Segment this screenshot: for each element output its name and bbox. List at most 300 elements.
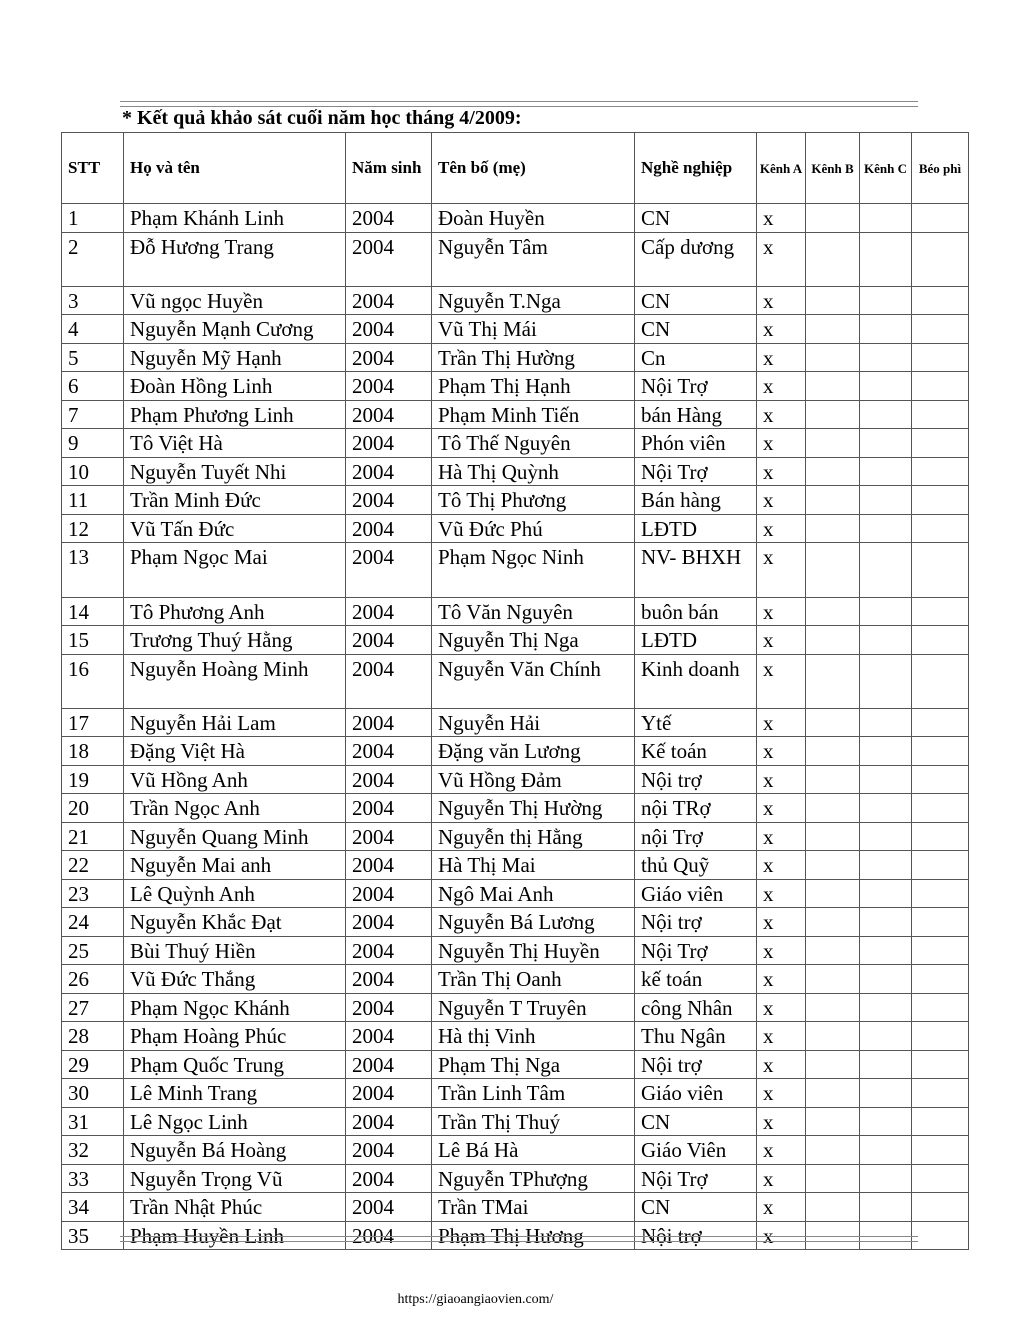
cell-kenh-b	[806, 543, 860, 597]
cell-parent: Nguyễn Văn Chính	[432, 654, 635, 708]
cell-kenh-b	[806, 794, 860, 823]
table-row	[62, 908, 969, 937]
cell-stt: 11	[62, 486, 124, 515]
cell-kenh-c	[860, 1107, 912, 1136]
cell-job: CN	[635, 1193, 757, 1222]
cell-job: Bán hàng	[635, 486, 757, 515]
cell-kenh-b	[806, 372, 860, 401]
cell-beo-phi	[912, 1107, 969, 1136]
cell-kenh-b	[806, 851, 860, 880]
cell-stt: 22	[62, 851, 124, 880]
cell-name: Vũ Đức Thắng	[124, 965, 346, 994]
cell-kenh-c	[860, 851, 912, 880]
cell-kenh-c	[860, 597, 912, 626]
table-row	[62, 765, 969, 794]
cell-kenh-a: x	[757, 232, 806, 286]
cell-parent: Phạm Minh Tiến	[432, 400, 635, 429]
table-row	[62, 936, 969, 965]
cell-kenh-a: x	[757, 343, 806, 372]
cell-name: Trần Ngọc Anh	[124, 794, 346, 823]
cell-kenh-a: x	[757, 965, 806, 994]
cell-name: Trương Thuý Hằng	[124, 626, 346, 655]
cell-kenh-b	[806, 286, 860, 315]
cell-kenh-b	[806, 400, 860, 429]
cell-kenh-b	[806, 936, 860, 965]
table-row	[62, 965, 969, 994]
cell-name: Đỗ Hương Trang	[124, 232, 346, 286]
cell-name: Phạm Quốc Trung	[124, 1050, 346, 1079]
cell-kenh-c	[860, 822, 912, 851]
cell-kenh-a: x	[757, 908, 806, 937]
cell-year: 2004	[346, 1221, 432, 1250]
cell-name: Nguyễn Khắc Đạt	[124, 908, 346, 937]
cell-beo-phi	[912, 626, 969, 655]
table-row	[62, 204, 969, 233]
cell-year: 2004	[346, 936, 432, 965]
cell-kenh-b	[806, 993, 860, 1022]
cell-year: 2004	[346, 965, 432, 994]
cell-kenh-b	[806, 1164, 860, 1193]
cell-job: thủ Quỹ	[635, 851, 757, 880]
cell-year: 2004	[346, 708, 432, 737]
cell-year: 2004	[346, 457, 432, 486]
cell-kenh-a: x	[757, 851, 806, 880]
cell-kenh-c	[860, 486, 912, 515]
cell-parent: Trần TMai	[432, 1193, 635, 1222]
cell-beo-phi	[912, 765, 969, 794]
cell-kenh-a: x	[757, 879, 806, 908]
cell-kenh-a: x	[757, 372, 806, 401]
cell-name: Trần Nhật Phúc	[124, 1193, 346, 1222]
cell-parent: Ngô Mai Anh	[432, 879, 635, 908]
cell-beo-phi	[912, 879, 969, 908]
cell-stt: 27	[62, 993, 124, 1022]
cell-stt: 24	[62, 908, 124, 937]
cell-kenh-b	[806, 965, 860, 994]
cell-kenh-c	[860, 737, 912, 766]
cell-beo-phi	[912, 1079, 969, 1108]
cell-parent: Tô Thị Phương	[432, 486, 635, 515]
cell-job: kế toán	[635, 965, 757, 994]
cell-kenh-b	[806, 737, 860, 766]
cell-kenh-a: x	[757, 1079, 806, 1108]
cell-parent: Nguyễn Thị Huyền	[432, 936, 635, 965]
cell-kenh-b	[806, 879, 860, 908]
cell-stt: 14	[62, 597, 124, 626]
cell-kenh-b	[806, 1107, 860, 1136]
cell-job: CN	[635, 286, 757, 315]
cell-parent: Trần Thị Thuý	[432, 1107, 635, 1136]
cell-parent: Vũ Thị Mái	[432, 315, 635, 344]
cell-stt: 1	[62, 204, 124, 233]
cell-year: 2004	[346, 1050, 432, 1079]
cell-job: CN	[635, 204, 757, 233]
cell-job: Nội trợ	[635, 1221, 757, 1250]
cell-stt: 31	[62, 1107, 124, 1136]
cell-job: Phón viên	[635, 429, 757, 458]
cell-job: Giáo viên	[635, 879, 757, 908]
footer-url: https://giaoangiaovien.com/	[397, 1292, 554, 1307]
cell-kenh-c	[860, 232, 912, 286]
table-row	[62, 372, 969, 401]
cell-kenh-a: x	[757, 486, 806, 515]
cell-year: 2004	[346, 1193, 432, 1222]
cell-year: 2004	[346, 626, 432, 655]
cell-job: NV- BHXH	[635, 543, 757, 597]
cell-year: 2004	[346, 286, 432, 315]
cell-kenh-c	[860, 708, 912, 737]
cell-job: Nội Trợ	[635, 372, 757, 401]
cell-parent: Nguyễn Bá Lương	[432, 908, 635, 937]
cell-kenh-b	[806, 1193, 860, 1222]
cell-beo-phi	[912, 514, 969, 543]
cell-job: Nội Trợ	[635, 936, 757, 965]
cell-kenh-c	[860, 543, 912, 597]
cell-kenh-a: x	[757, 1164, 806, 1193]
cell-beo-phi	[912, 737, 969, 766]
cell-job: Cn	[635, 343, 757, 372]
table-row	[62, 286, 969, 315]
cell-job: Giáo viên	[635, 1079, 757, 1108]
cell-beo-phi	[912, 597, 969, 626]
cell-stt: 15	[62, 626, 124, 655]
cell-kenh-a: x	[757, 794, 806, 823]
cell-job: CN	[635, 315, 757, 344]
cell-kenh-b	[806, 1079, 860, 1108]
cell-parent: Đoàn Huyền	[432, 204, 635, 233]
cell-job: LĐTD	[635, 514, 757, 543]
cell-year: 2004	[346, 1022, 432, 1051]
cell-job: Thu Ngân	[635, 1022, 757, 1051]
cell-parent: Nguyễn T Truyên	[432, 993, 635, 1022]
cell-kenh-a: x	[757, 597, 806, 626]
table-row	[62, 1107, 969, 1136]
cell-job: nội Trợ	[635, 822, 757, 851]
cell-beo-phi	[912, 993, 969, 1022]
cell-beo-phi	[912, 543, 969, 597]
cell-kenh-b	[806, 822, 860, 851]
bottom-rule	[120, 1236, 918, 1242]
cell-beo-phi	[912, 372, 969, 401]
cell-stt: 19	[62, 765, 124, 794]
cell-name: Lê Minh Trang	[124, 1079, 346, 1108]
header-stt: STT	[62, 133, 124, 204]
cell-job: Nội Trợ	[635, 1164, 757, 1193]
cell-name: Tô Phương Anh	[124, 597, 346, 626]
cell-stt: 6	[62, 372, 124, 401]
cell-stt: 12	[62, 514, 124, 543]
header-name: Họ và tên	[124, 133, 346, 204]
cell-year: 2004	[346, 343, 432, 372]
table-row	[62, 514, 969, 543]
cell-name: Phạm Phương Linh	[124, 400, 346, 429]
cell-year: 2004	[346, 1164, 432, 1193]
table-row	[62, 486, 969, 515]
cell-kenh-c	[860, 400, 912, 429]
table-row	[62, 315, 969, 344]
cell-year: 2004	[346, 315, 432, 344]
cell-parent: Phạm Ngọc Ninh	[432, 543, 635, 597]
cell-kenh-a: x	[757, 822, 806, 851]
cell-name: Lê Ngọc Linh	[124, 1107, 346, 1136]
cell-job: Ytế	[635, 708, 757, 737]
cell-job: buôn bán	[635, 597, 757, 626]
cell-stt: 20	[62, 794, 124, 823]
table-row	[62, 1193, 969, 1222]
cell-year: 2004	[346, 765, 432, 794]
cell-kenh-b	[806, 514, 860, 543]
cell-parent: Nguyễn Tâm	[432, 232, 635, 286]
cell-kenh-a: x	[757, 765, 806, 794]
cell-kenh-a: x	[757, 626, 806, 655]
cell-kenh-a: x	[757, 993, 806, 1022]
cell-parent: Nguyễn Thị Hường	[432, 794, 635, 823]
cell-parent: Trần Thị Hường	[432, 343, 635, 372]
cell-kenh-c	[860, 514, 912, 543]
cell-name: Vũ Hồng Anh	[124, 765, 346, 794]
table-row	[62, 626, 969, 655]
cell-name: Nguyễn Trọng Vũ	[124, 1164, 346, 1193]
cell-name: Vũ Tấn Đức	[124, 514, 346, 543]
cell-kenh-b	[806, 708, 860, 737]
cell-name: Bùi Thuý Hiền	[124, 936, 346, 965]
cell-stt: 3	[62, 286, 124, 315]
cell-beo-phi	[912, 822, 969, 851]
header-job: Nghề nghiệp	[635, 133, 757, 204]
cell-kenh-a: x	[757, 429, 806, 458]
cell-parent: Phạm Thị Hạnh	[432, 372, 635, 401]
cell-year: 2004	[346, 372, 432, 401]
cell-kenh-c	[860, 626, 912, 655]
cell-kenh-b	[806, 204, 860, 233]
cell-name: Đặng Việt Hà	[124, 737, 346, 766]
cell-stt: 35	[62, 1221, 124, 1250]
cell-kenh-a: x	[757, 457, 806, 486]
cell-beo-phi	[912, 1164, 969, 1193]
cell-kenh-b	[806, 429, 860, 458]
header-kenh-a: Kênh A	[757, 133, 806, 204]
cell-year: 2004	[346, 597, 432, 626]
table-row	[62, 1022, 969, 1051]
cell-kenh-c	[860, 765, 912, 794]
cell-kenh-c	[860, 654, 912, 708]
cell-stt: 30	[62, 1079, 124, 1108]
cell-kenh-a: x	[757, 400, 806, 429]
cell-stt: 26	[62, 965, 124, 994]
header-kenh-b: Kênh B	[806, 133, 860, 204]
cell-name: Phạm Khánh Linh	[124, 204, 346, 233]
cell-beo-phi	[912, 654, 969, 708]
cell-kenh-c	[860, 1050, 912, 1079]
table-row	[62, 708, 969, 737]
cell-job: bán Hàng	[635, 400, 757, 429]
cell-job: CN	[635, 1107, 757, 1136]
table-row	[62, 1136, 969, 1165]
cell-parent: Phạm Thị Hương	[432, 1221, 635, 1250]
cell-year: 2004	[346, 486, 432, 515]
table-row	[62, 993, 969, 1022]
cell-kenh-c	[860, 936, 912, 965]
cell-kenh-b	[806, 1136, 860, 1165]
cell-stt: 2	[62, 232, 124, 286]
cell-kenh-b	[806, 1022, 860, 1051]
cell-name: Vũ ngọc Huyền	[124, 286, 346, 315]
cell-beo-phi	[912, 1193, 969, 1222]
cell-name: Tô Việt Hà	[124, 429, 346, 458]
cell-year: 2004	[346, 879, 432, 908]
table-row	[62, 1079, 969, 1108]
header-parent: Tên bố (mẹ)	[432, 133, 635, 204]
cell-kenh-a: x	[757, 1193, 806, 1222]
cell-year: 2004	[346, 908, 432, 937]
cell-beo-phi	[912, 1221, 969, 1250]
cell-job: Kế toán	[635, 737, 757, 766]
cell-kenh-b	[806, 486, 860, 515]
cell-beo-phi	[912, 936, 969, 965]
cell-kenh-c	[860, 204, 912, 233]
cell-beo-phi	[912, 1136, 969, 1165]
table-row	[62, 457, 969, 486]
table-row	[62, 737, 969, 766]
cell-parent: Hà thị Vinh	[432, 1022, 635, 1051]
header-kenh-c: Kênh C	[860, 133, 912, 204]
cell-kenh-c	[860, 794, 912, 823]
cell-name: Nguyễn Mỹ Hạnh	[124, 343, 346, 372]
cell-kenh-a: x	[757, 654, 806, 708]
cell-parent: Tô Văn Nguyên	[432, 597, 635, 626]
cell-kenh-b	[806, 315, 860, 344]
cell-parent: Nguyễn thị Hằng	[432, 822, 635, 851]
cell-kenh-a: x	[757, 1107, 806, 1136]
cell-stt: 7	[62, 400, 124, 429]
cell-kenh-a: x	[757, 936, 806, 965]
cell-parent: Trần Thị Oanh	[432, 965, 635, 994]
cell-kenh-c	[860, 879, 912, 908]
cell-name: Phạm Ngọc Khánh	[124, 993, 346, 1022]
cell-parent: Vũ Hồng Đảm	[432, 765, 635, 794]
cell-kenh-c	[860, 315, 912, 344]
cell-year: 2004	[346, 1079, 432, 1108]
cell-kenh-c	[860, 286, 912, 315]
cell-stt: 34	[62, 1193, 124, 1222]
cell-stt: 25	[62, 936, 124, 965]
cell-year: 2004	[346, 993, 432, 1022]
cell-kenh-c	[860, 1193, 912, 1222]
cell-kenh-a: x	[757, 204, 806, 233]
header-year: Năm sinh	[346, 133, 432, 204]
cell-kenh-b	[806, 1050, 860, 1079]
cell-stt: 13	[62, 543, 124, 597]
cell-year: 2004	[346, 204, 432, 233]
cell-beo-phi	[912, 315, 969, 344]
cell-kenh-b	[806, 908, 860, 937]
cell-kenh-a: x	[757, 514, 806, 543]
cell-beo-phi	[912, 851, 969, 880]
cell-parent: Nguyễn Thị Nga	[432, 626, 635, 655]
table-row	[62, 543, 969, 597]
cell-job: Giáo Viên	[635, 1136, 757, 1165]
cell-job: công Nhân	[635, 993, 757, 1022]
cell-year: 2004	[346, 1136, 432, 1165]
cell-parent: Nguyễn T.Nga	[432, 286, 635, 315]
cell-name: Nguyễn Mạnh Cương	[124, 315, 346, 344]
cell-kenh-c	[860, 429, 912, 458]
cell-kenh-b	[806, 654, 860, 708]
cell-stt: 33	[62, 1164, 124, 1193]
cell-stt: 18	[62, 737, 124, 766]
cell-kenh-a: x	[757, 543, 806, 597]
cell-beo-phi	[912, 965, 969, 994]
cell-kenh-b	[806, 343, 860, 372]
cell-year: 2004	[346, 654, 432, 708]
cell-name: Nguyễn Tuyết Nhi	[124, 457, 346, 486]
cell-name: Nguyễn Mai anh	[124, 851, 346, 880]
cell-year: 2004	[346, 400, 432, 429]
cell-beo-phi	[912, 343, 969, 372]
cell-stt: 10	[62, 457, 124, 486]
cell-parent: Hà Thị Quỳnh	[432, 457, 635, 486]
header-beo-phi: Béo phì	[912, 133, 969, 204]
cell-beo-phi	[912, 232, 969, 286]
cell-job: Cấp dương	[635, 232, 757, 286]
table-row	[62, 654, 969, 708]
cell-kenh-b	[806, 232, 860, 286]
cell-stt: 16	[62, 654, 124, 708]
cell-kenh-c	[860, 457, 912, 486]
cell-year: 2004	[346, 514, 432, 543]
cell-kenh-b	[806, 457, 860, 486]
table-row	[62, 794, 969, 823]
cell-stt: 17	[62, 708, 124, 737]
cell-year: 2004	[346, 1107, 432, 1136]
page-title: * Kết quả khảo sát cuối năm học tháng 4/2009:	[122, 107, 522, 129]
cell-parent: Vũ Đức Phú	[432, 514, 635, 543]
cell-stt: 23	[62, 879, 124, 908]
cell-stt: 32	[62, 1136, 124, 1165]
cell-stt: 21	[62, 822, 124, 851]
table-row	[62, 1164, 969, 1193]
cell-name: Trần Minh Đức	[124, 486, 346, 515]
cell-stt: 28	[62, 1022, 124, 1051]
cell-beo-phi	[912, 204, 969, 233]
cell-year: 2004	[346, 543, 432, 597]
cell-kenh-c	[860, 965, 912, 994]
cell-name: Đoàn Hồng Linh	[124, 372, 346, 401]
table-row	[62, 851, 969, 880]
cell-kenh-c	[860, 1079, 912, 1108]
cell-beo-phi	[912, 286, 969, 315]
cell-kenh-a: x	[757, 315, 806, 344]
cell-job: Kinh doanh	[635, 654, 757, 708]
cell-parent: Trần Linh Tâm	[432, 1079, 635, 1108]
cell-kenh-b	[806, 765, 860, 794]
cell-kenh-a: x	[757, 1221, 806, 1250]
cell-name: Nguyễn Hải Lam	[124, 708, 346, 737]
cell-year: 2004	[346, 851, 432, 880]
survey-table	[61, 132, 969, 1250]
table-row	[62, 232, 969, 286]
cell-kenh-a: x	[757, 737, 806, 766]
cell-kenh-b	[806, 597, 860, 626]
cell-year: 2004	[346, 794, 432, 823]
table-row	[62, 429, 969, 458]
cell-kenh-c	[860, 372, 912, 401]
cell-job: LĐTD	[635, 626, 757, 655]
cell-beo-phi	[912, 1050, 969, 1079]
cell-year: 2004	[346, 737, 432, 766]
cell-name: Nguyễn Quang Minh	[124, 822, 346, 851]
cell-beo-phi	[912, 486, 969, 515]
